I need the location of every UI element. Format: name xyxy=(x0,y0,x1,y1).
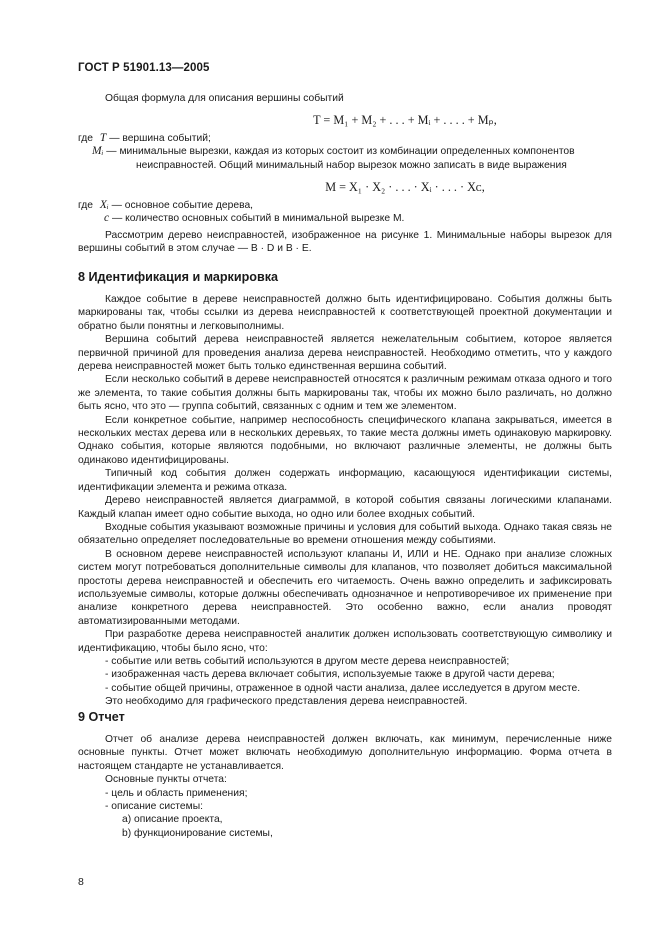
formula-min-cut: M = X₁ · X₂ · . . . · Xᵢ · . . . · Xᴄ, xyxy=(325,180,485,194)
document-header: ГОСТ Р 51901.13—2005 xyxy=(78,62,210,74)
def-M-text: — минимальные вырезки, каждая из которых состоит из комбинации определенных компонентов xyxy=(106,146,575,158)
sec8-bullet: - событие или ветвь событий используются в другом месте дерева неисправностей; xyxy=(105,655,510,667)
def-X-text: — основное событие дерева, xyxy=(111,200,254,211)
definitions-block-1 xyxy=(78,132,612,172)
def-M-continued xyxy=(78,159,612,172)
sec8-bullet: - событие общей причины, отраженное в одной части анализа, далее исследуется в другом месте. xyxy=(105,682,581,694)
page-number: 8 xyxy=(78,876,84,888)
sec8-paragraph: Дерево неисправностей является диаграммой, в которой события связаны логическими клапанами. Каждый клапан имеет одно событие выхода, но одно или более входных событий. xyxy=(78,495,612,520)
def-c-symbol: c xyxy=(104,212,110,225)
formula-top-event: T = M₁ + M₂ + . . . + Mᵢ + . . . . + Mₚ, xyxy=(313,113,497,127)
sec9-item: - цель и область применения; xyxy=(105,787,248,799)
intro-text xyxy=(78,92,612,105)
sec9-list-title: Основные пункты отчета: xyxy=(105,774,227,786)
def-c-text: — количество основных событий в минимальной вырезке M. xyxy=(111,213,405,225)
sec9-subitem: a) описание проекта, xyxy=(122,814,223,826)
section-8-title: 8 Идентификация и маркировка xyxy=(78,270,279,284)
def-T-symbol: T xyxy=(99,132,107,144)
sec9-paragraph: Отчет об анализе дерева неисправностей должен включать, как минимум, перечисленные ниже основные пункты. Отчет может включать необходимую дополнительную информацию. Форма отчета в настоящем стандарте не устанавливается. xyxy=(78,734,612,772)
sec8-tail: Это необходимо для графического представления дерева неисправностей. xyxy=(105,696,468,708)
def-X xyxy=(78,199,612,212)
def-T-prefix: где xyxy=(78,133,94,144)
def-T xyxy=(78,132,612,145)
def-M-text2: неисправностей. Общий минимальный набор вырезок можно записать в виде выражения xyxy=(136,159,567,171)
sec8-bullet: - изображенная часть дерева включает события, используемые также в другой части дерева; xyxy=(105,669,555,681)
sec8-paragraph: В основном дереве неисправностей используют клапаны И, ИЛИ и НЕ. Однако при анализе сложных систем могут потребоваться дополнительные символы для клапанов, что позволяет добиться максимальной простоты дерева неисправностей и обеспечить его читаемость. Очень важно определить и зафиксировать используемые символы, которые должны обеспечивать однозначное и непротиворечивое их применение при анализе конкретного дерева неисправностей. Это особенно важно, если анализ проводят автоматизированными методами. xyxy=(78,548,612,627)
intro-paragraph: Общая формула для описания вершины событий xyxy=(105,93,344,104)
sec8-paragraph: При разработке дерева неисправностей аналитик должен использовать соответствующую символику и идентификацию, чтобы было ясно, что: xyxy=(78,629,612,654)
def-M xyxy=(78,145,612,158)
sec8-paragraph: Каждое событие в дереве неисправностей должно быть идентифицировано. События должны быть маркированы так, чтобы ссылки из дерева неисправностей к соответствующей проектной документации и обратно были понятны и легковыполнимы. xyxy=(78,294,612,332)
sec8-paragraph: Входные события указывают возможные причины и условия для событий выхода. Однако такая связь не обязательно определяет последовательные во времени отношения между событиями. xyxy=(78,521,612,547)
sec8-paragraph: Если несколько событий в дереве неисправностей относятся к различным режимам отказа одного и того же элемента, то такие события должны быть маркированы так, чтобы их можно было различать, но должно быть ясно, что это — группа событий, связанных с одним и тем же элементом. xyxy=(78,374,612,413)
sec8-paragraph: Вершина событий дерева неисправностей является нежелательным событием, которое является первичной причиной для проведения анализа дерева неисправностей. Необходимо отметить, что у каждого дерева неисправностей может быть только единственная вершина событий. xyxy=(78,334,612,373)
def-X-symbol: Xᵢ xyxy=(99,199,109,211)
figure-paragraph-block xyxy=(78,229,612,256)
sec9-item: - описание системы: xyxy=(105,801,203,813)
figure-paragraph: Рассмотрим дерево неисправностей, изображенное на рисунке 1. Минимальные наборы вырезок для вершины событий в этом случае — B · D и B · E. xyxy=(78,230,612,255)
def-T-text: — вершина событий; xyxy=(109,133,211,144)
definitions-block-2 xyxy=(78,199,612,226)
sec8-paragraph: Типичный код события должен содержать информацию, касающуюся идентификации системы, идентификации элемента и режима отказа. xyxy=(78,468,612,493)
sec8-paragraph: Если конкретное событие, например неспособность специфического клапана закрываться, имеется в нескольких местах дерева или в нескольких деревьях, то такие места должны иметь одинаковую маркировку. Однако события, которые являются подобными, но включают различные элементы, не должны быть одинаково идентифицированы. xyxy=(78,414,612,466)
section-9-body xyxy=(78,733,612,840)
def-X-prefix: где xyxy=(78,200,94,211)
def-c xyxy=(78,212,612,225)
sec9-subitem: b) функционирование системы, xyxy=(122,827,273,839)
def-M-symbol: Mᵢ xyxy=(92,145,104,158)
section-8-body xyxy=(78,293,612,709)
section-9-title: 9 Отчет xyxy=(78,710,125,724)
